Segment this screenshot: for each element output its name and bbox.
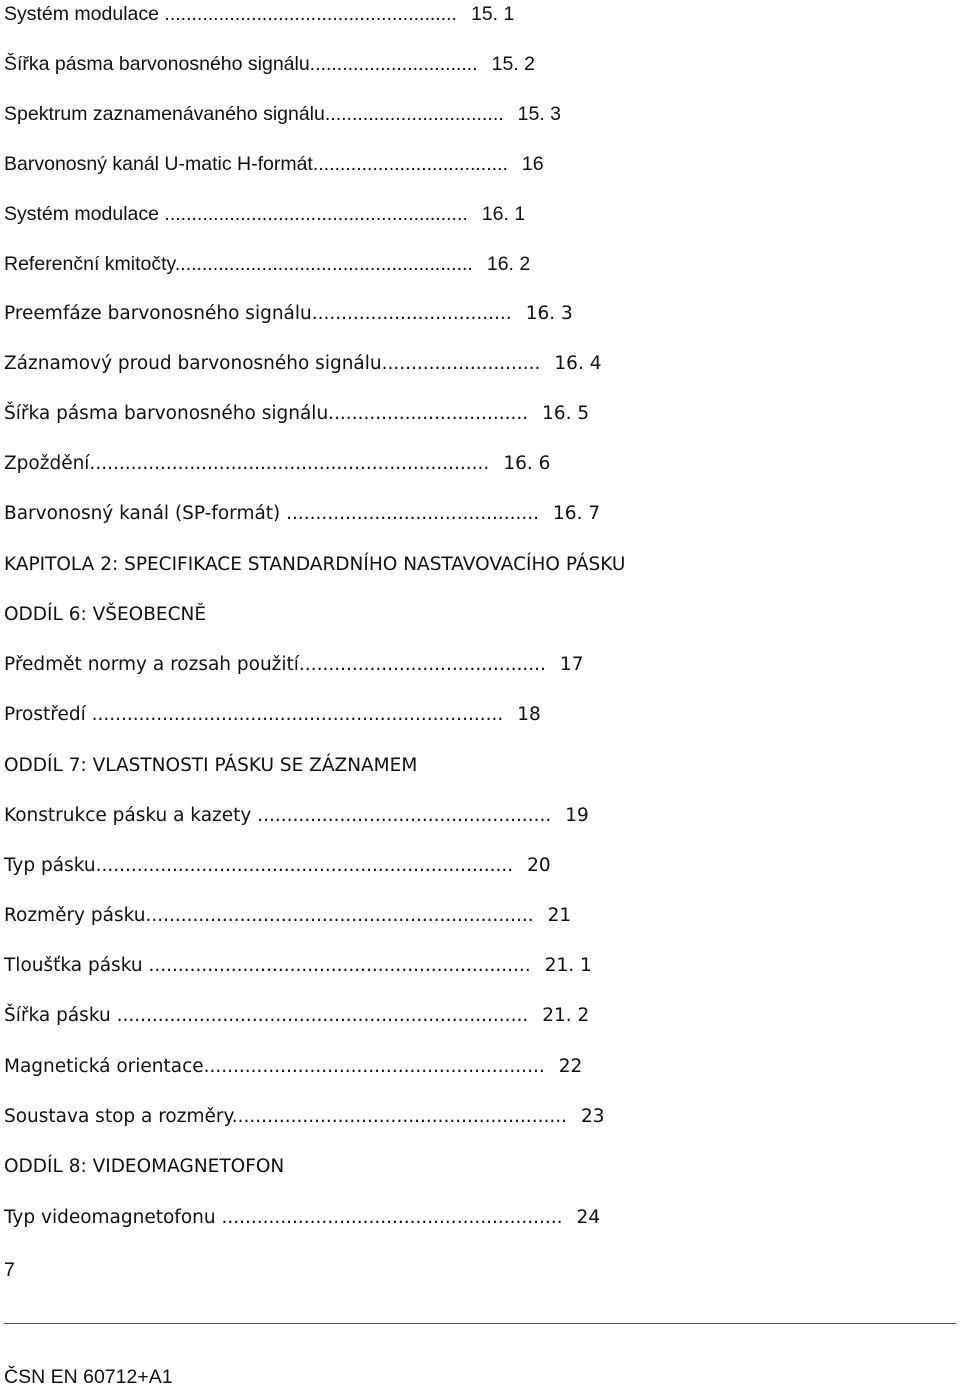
toc-entry-title: Záznamový proud barvonosného signálu...........................: [4, 353, 541, 374]
toc-entry: [4, 52, 535, 76]
toc-entry-title: Prostředí ......................................................................: [4, 704, 504, 725]
toc-entry: [4, 252, 530, 276]
toc-entry: [4, 202, 525, 226]
toc-entry-page: 15. 3: [517, 103, 562, 125]
toc-entry-page: 16. 6: [503, 453, 551, 474]
toc-entry-title: Soustava stop a rozměry.........................................................: [4, 1106, 567, 1127]
toc-entry-title: Spektrum zaznamenávaného signálu.................................: [4, 103, 504, 125]
toc-entry-title: Barvonosný kanál U-matic H-formát....................................: [4, 153, 508, 175]
toc-entry-title: Typ pásku.......................................................................: [4, 855, 514, 876]
footer-divider: [4, 1323, 956, 1324]
toc-section-heading: [4, 603, 206, 627]
toc-heading-title: KAPITOLA 2: SPECIFIKACE STANDARDNÍHO NASTAVOVACÍHO PÁSKU: [4, 554, 626, 575]
toc-entry-page: 18: [517, 704, 541, 725]
toc-entry-title: Konstrukce pásku a kazety ..................................................: [4, 805, 552, 826]
toc-entry: [4, 502, 600, 526]
toc-entry: [4, 452, 550, 476]
toc-entry-title: Typ videomagnetofonu ..........................................................: [4, 1207, 563, 1228]
toc-entry: [4, 402, 589, 426]
toc-entry-page: 15. 1: [470, 3, 515, 25]
toc-entry-page: 16. 2: [486, 253, 531, 275]
toc-entry: [4, 1004, 589, 1028]
toc-heading-title: ODDÍL 7: VLASTNOSTI PÁSKU SE ZÁZNAMEM: [4, 755, 418, 776]
toc-entry-page: 20: [527, 855, 551, 876]
toc-entry-page: 21. 1: [544, 955, 592, 976]
toc-entry-page: 16. 7: [553, 503, 601, 524]
toc-entry: [4, 904, 571, 928]
toc-entry-page: 16. 5: [542, 403, 590, 424]
toc-entry: [4, 152, 544, 176]
footer-standard-id: ČSN EN 60712+A1: [4, 1366, 173, 1388]
toc-entry-title: Zpoždění....................................................................: [4, 453, 490, 474]
toc-entry-title: Předmět normy a rozsah použití..........................................: [4, 654, 546, 675]
toc-entry-title: Šířka pásma barvonosného signálu...............................: [4, 53, 478, 75]
toc-entry-page: 17: [559, 654, 584, 675]
toc-entry-page: 15. 2: [491, 53, 536, 75]
toc-entry-title: Systém modulace ........................................................: [4, 203, 468, 225]
toc-entry: [4, 703, 541, 727]
toc-entry-page: 22: [558, 1056, 583, 1077]
toc-entry-title: Tloušťka pásku .................................................................: [4, 955, 531, 976]
toc-heading-title: ODDÍL 6: VŠEOBECNĚ: [4, 604, 207, 625]
toc-section-heading: [4, 1155, 284, 1179]
toc-chapter-heading: [4, 553, 625, 577]
toc-entry-page: 24: [576, 1207, 601, 1228]
toc-entry: [4, 954, 592, 978]
toc-entry-title: Rozměry pásku..................................................................: [4, 905, 534, 926]
toc-entry-page: 16. 4: [554, 353, 602, 374]
toc-entry-page: 21. 2: [542, 1005, 590, 1026]
toc-entry: [4, 2, 514, 26]
toc-entry-title: Magnetická orientace..........................................................: [4, 1056, 545, 1077]
toc-section-heading: [4, 754, 417, 778]
toc-entry-title: Referenční kmitočty.......................................................: [4, 253, 473, 275]
toc-entry: [4, 352, 601, 376]
page-number: 7: [4, 1259, 15, 1281]
toc-entry-page: 16: [521, 153, 544, 175]
toc-entry-title: Barvonosný kanál (SP-formát) ...........................................: [4, 503, 540, 524]
toc-entry: [4, 854, 551, 878]
toc-entry: [4, 804, 589, 828]
toc-entry: [4, 102, 561, 126]
toc-entry-title: Systém modulace ......................................................: [4, 3, 457, 25]
toc-entry-title: Preemfáze barvonosného signálu..................................: [4, 303, 512, 324]
toc-heading-title: ODDÍL 8: VIDEOMAGNETOFON: [4, 1156, 285, 1177]
toc-entry-page: 16. 1: [481, 203, 526, 225]
toc-entry: [4, 1105, 605, 1129]
toc-entry: [4, 653, 583, 677]
toc-entry: [4, 302, 573, 326]
toc-entry-page: 21: [547, 905, 572, 926]
toc-entry: [4, 1206, 600, 1230]
toc-entry-page: 16. 3: [525, 303, 573, 324]
toc-entry-page: 19: [565, 805, 589, 826]
toc-entry-page: 23: [580, 1106, 605, 1127]
toc-entry-title: Šířka pásku ......................................................................: [4, 1005, 529, 1026]
toc-entry-title: Šířka pásma barvonosného signálu..................................: [4, 403, 529, 424]
toc-entry: [4, 1055, 582, 1079]
